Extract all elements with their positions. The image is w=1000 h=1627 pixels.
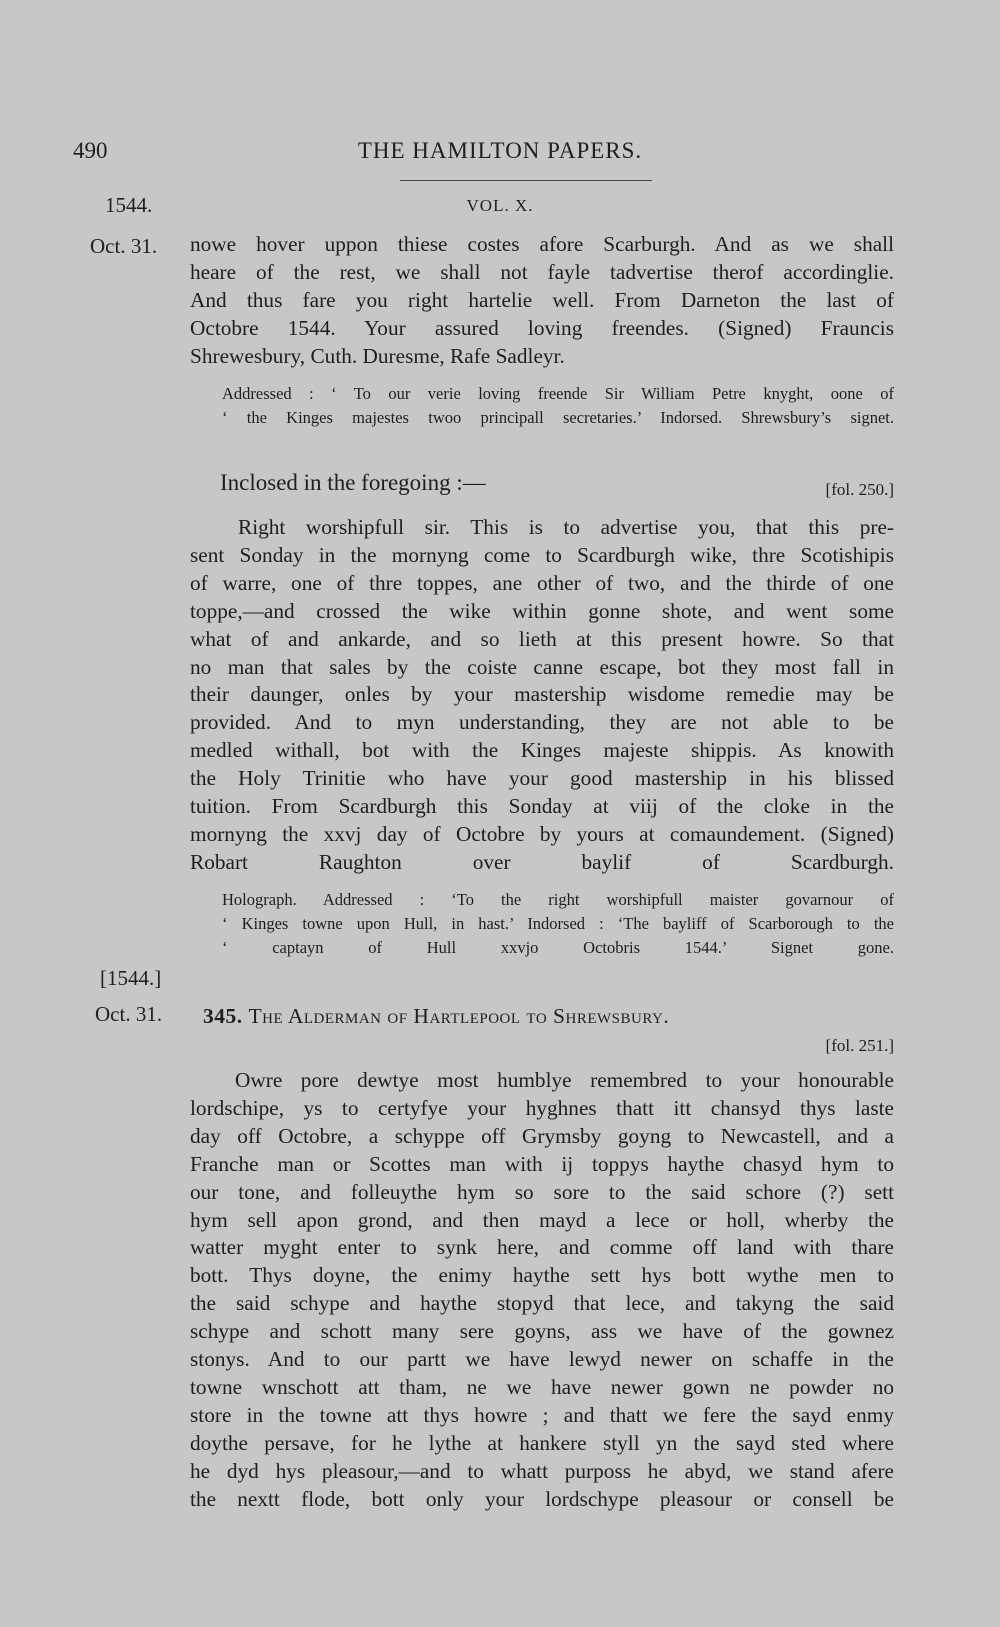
text-line: schype and schott many sere goyns, ass we have of the gownez (190, 1319, 894, 1344)
text-line: tuition. From Scardburgh this Sonday at viij of the cloke in the (190, 794, 894, 819)
text-line: Right worshipfull sir. This is to advertise you, that this pre- (238, 515, 894, 539)
folio-reference: [fol. 250.] (825, 480, 894, 499)
note-line: ‘ captayn of Hull xxvjo Octobris 1544.’ Signet gone. (222, 938, 894, 957)
document-title-text: The Alderman of Hartlepool to Shrewsbury. (248, 1004, 670, 1028)
text-line: sent Sonday in the mornyng come to Scardburgh wike, thre Scotishipis (190, 542, 894, 567)
text-line: what of and ankarde, and so lieth at this present howre. So that (190, 626, 894, 651)
running-title: THE HAMILTON PAPERS. (357, 138, 643, 163)
volume-label: VOL. X. (466, 196, 534, 215)
text-line: day off Octobre, a schyppe off Grymsby goyng to Newcastell, and a (190, 1123, 894, 1148)
editorial-note (222, 382, 894, 430)
text-line: the said schype and haythe stopyd that lece, and takyng the said (190, 1291, 894, 1316)
letter-paragraph (190, 1067, 894, 1514)
enclosure-paragraph (190, 514, 894, 877)
note-line: Addressed : ‘ To our verie loving freende Sir William Petre knyght, oone of (222, 384, 894, 403)
text-line: no man that sales by the coiste canne escape, bot they most fall in (190, 654, 894, 679)
text-line: nowe hover uppon thiese costes afore Scarburgh. And as we shall (190, 232, 894, 256)
text-line: of warre, one of thre toppes, ane other of two, and the thirde of one (190, 570, 894, 595)
text-line: watter myght enter to synk here, and comme off land with thare (190, 1235, 894, 1260)
text-line: bott. Thys doyne, the enimy haythe sett hys bott wythe men to (190, 1263, 894, 1288)
text-line: towne wnschott att tham, ne we have newer gown ne powder no (190, 1374, 894, 1399)
note-line: ‘ Kinges towne upon Hull, in hast.’ Indorsed : ‘The bayliff of Scarborough to the (222, 914, 894, 933)
text-line: he dyd hys pleasour,—and to whatt purposs he abyd, we stand afere (190, 1458, 894, 1483)
text-line: doythe persave, for he lythe at hankere styll yn the sayd sted where (190, 1430, 894, 1455)
text-line: hym sell apon grond, and then mayd a lece or holl, wherby the (190, 1207, 894, 1232)
editorial-note (222, 888, 894, 960)
text-line: Octobre 1544. Your assured loving freendes. (Signed) Frauncis (190, 315, 894, 340)
text-line: heare of the rest, we shall not fayle tadvertise therof accordinglie. (190, 259, 894, 284)
document-number: 345. (203, 1004, 243, 1028)
enclosure-heading: Inclosed in the foregoing :— (220, 470, 486, 495)
margin-date: Oct. 31. (90, 234, 158, 258)
header-rule (400, 180, 652, 181)
letter-paragraph (190, 231, 894, 371)
margin-year: [1544.] (100, 966, 162, 990)
note-line: Holograph. Addressed : ‘To the right worshipfull maister govarnour of (222, 890, 894, 909)
text-line: their daunger, onles by your mastership wisdome remedie may be (190, 682, 894, 707)
text-line: medled withall, bot with the Kinges majeste shippis. As knowith (190, 738, 894, 763)
document-title (203, 1004, 669, 1029)
note-line: ‘ the Kinges majestes twoo principall secretaries.’ Indorsed. Shrewsbury’s signet. (222, 408, 894, 427)
text-line: toppe,—and crossed the wike within gonne shote, and went some (190, 598, 894, 623)
text-line: provided. And to myn understanding, they are not able to be (190, 710, 894, 735)
page-number: 490 (73, 138, 108, 163)
text-line: Shrewesbury, Cuth. Duresme, Rafe Sadleyr. (190, 343, 565, 368)
text-line: the Holy Trinitie who have your good mastership in his blissed (190, 766, 894, 791)
text-line: store in the towne att thys howre ; and thatt we fere the sayd enmy (190, 1402, 894, 1427)
folio-reference: [fol. 251.] (825, 1036, 894, 1055)
text-line: our tone, and folleuythe hym so sore to the said schore (?) sett (190, 1179, 894, 1204)
text-line: And thus fare you right hartelie well. From Darneton the last of (190, 287, 894, 312)
text-line: Franche man or Scottes man with ij toppys haythe chasyd hym to (190, 1151, 894, 1176)
text-line: lordschipe, ys to certyfye your hyghnes thatt itt chansyd thys laste (190, 1095, 894, 1120)
text-line: stonys. And to our partt we have lewyd newer on schaffe in the (190, 1347, 894, 1372)
text-line: Robart Raughton over baylif of Scardburgh. (190, 849, 894, 874)
margin-year: 1544. (105, 193, 153, 217)
margin-date: Oct. 31. (95, 1002, 163, 1026)
text-line: the nextt flode, bott only your lordschype pleasour or consell be (190, 1486, 894, 1511)
text-line: Owre pore dewtye most humblye remembred to your honourable (235, 1068, 894, 1092)
text-line: mornyng the xxvj day of Octobre by yours at comaundement. (Signed) (190, 821, 894, 846)
